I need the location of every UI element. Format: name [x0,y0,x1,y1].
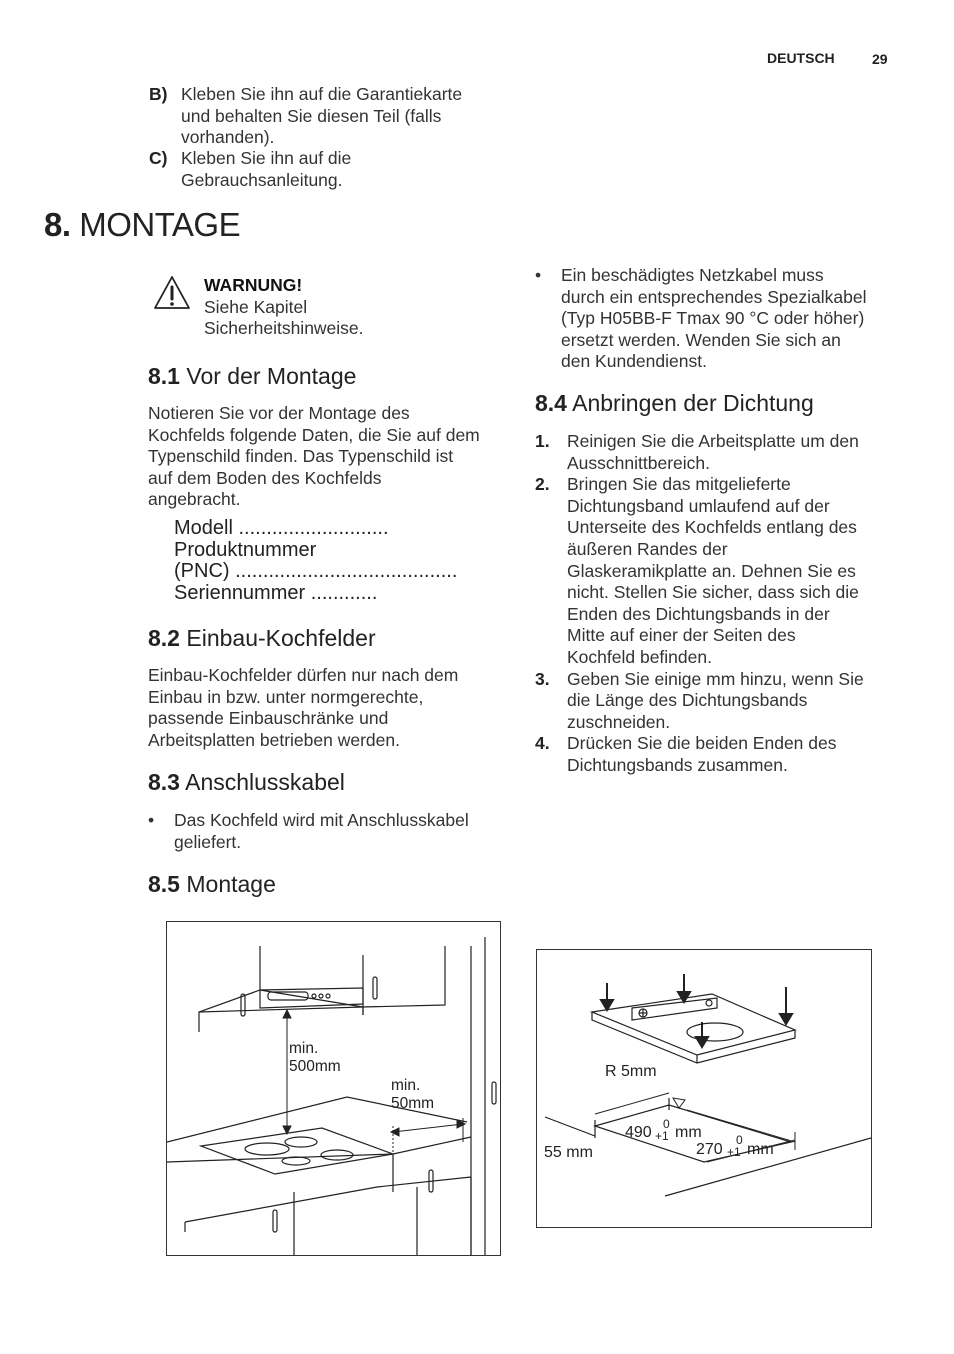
text-line: zuschneiden. [567,711,671,732]
label-width-unit: mm [675,1124,702,1141]
field-product-number: Produktnummer [174,538,317,561]
text-line: Bringen Sie das mitgelieferte [567,474,791,495]
text-line: Kleben Sie ihn auf die [181,148,352,168]
section-title: Einbau-Kochfelder [186,625,376,651]
text-line: Enden des Dichtungsbands in der [567,603,830,624]
step-number: 3. [535,668,550,689]
label-height-value: 270 [696,1141,723,1158]
list-item-text [181,84,462,149]
section-title: Anschlusskabel [185,769,345,795]
text-line: Sicherheitshinweise. [204,318,364,339]
text-line: Ein beschädigtes Netzkabel muss [561,265,824,285]
step-text [567,669,864,734]
label-radius: R 5mm [605,1063,657,1080]
label-width-tol-bottom: +1 [655,1129,669,1143]
kitchen-clearance-illustration [167,922,500,1255]
list-item [148,810,469,853]
section-number: 8.1 [148,363,180,389]
step-text [567,474,859,668]
text-line: Arbeitsplatten betrieben werden. [148,729,400,750]
section-heading-8-3 [148,769,345,796]
label-min-500-line2: 500mm [289,1058,341,1075]
list-item-text [561,265,866,373]
list-item [149,148,351,191]
text-line: und behalten Sie diesen Teil (falls [181,105,442,126]
step-number: 2. [535,474,550,495]
section-number: 8.2 [148,625,180,651]
label-height-unit: mm [747,1141,774,1158]
text-line: nicht. Stellen Sie sicher, dass sich die [567,582,859,603]
list-item-text [181,148,351,191]
label-height-tol-top: 0 [736,1133,743,1147]
section-heading-8-1 [148,363,356,390]
chapter-title [44,206,240,244]
text-line: Das Kochfeld wird mit Anschlusskabel [174,810,469,830]
step-number: 1. [535,431,550,451]
warning-block [204,275,364,340]
text-line: Dichtungsbands zusammen. [567,754,788,775]
list-marker: B) [149,84,168,104]
text-line: Geben Sie einige mm hinzu, wenn Sie [567,668,864,689]
text-line: angebracht. [148,489,241,510]
text-line: Glaskeramikplatte an. Dehnen Sie es [567,560,856,581]
cutout-dimension-illustration [537,950,871,1227]
text-line: Siehe Kapitel [204,296,308,317]
text-line: die Länge des Dichtungsbands [567,690,808,711]
text-line: Reinigen Sie die Arbeitsplatte um den [567,431,859,451]
warning-icon [152,274,192,312]
text-line: durch ein entsprechendes Spezialkabel [561,286,867,307]
section-heading-8-2 [148,625,376,652]
field-serial-number: Seriennummer ............ [174,581,378,604]
text-line: ersetzt werden. Wenden Sie sich an [561,329,841,350]
label-width-tol-top: 0 [663,1117,670,1131]
step-item [535,669,864,734]
text-line: den Kundendienst. [561,351,707,372]
section-8-2-text [148,665,458,751]
text-line: Einbau-Kochfelder dürfen nur nach dem [148,665,459,685]
text-line: Kochfelds folgende Daten, die Sie auf dem [148,424,480,445]
text-line: (Typ H05BB-F Tmax 90 °C oder höher) [561,308,865,329]
section-heading-8-4 [535,390,814,417]
text-line: Drücken Sie die beiden Enden des [567,733,837,754]
step-item [535,474,864,668]
text-line: vorhanden). [181,127,275,148]
text-line: Gebrauchsanleitung. [181,169,343,190]
section-number: 8.4 [535,390,567,416]
step-item [535,431,864,474]
header-language: DEUTSCH [767,50,835,66]
text-line: Typenschild finden. Das Typenschild ist [148,446,454,467]
section-title: Anbringen der Dichtung [572,390,814,416]
section-heading-8-5 [148,871,276,898]
step-number: 4. [535,733,550,754]
text-line: Kochfeld befinden. [567,646,712,667]
section-title: Montage [186,871,276,897]
text-line: Einbau in bzw. unter normgerechte, [148,686,424,707]
list-item [535,265,866,373]
text-line: passende Einbauschränke und [148,708,389,729]
step-text [567,431,859,474]
section-number: 8.5 [148,871,180,897]
figure-cutout-dimensions [536,949,872,1228]
text-line: Unterseite des Kochfelds entlang des [567,517,857,538]
text-line: äußeren Randes der [567,538,728,559]
list-marker: C) [149,148,168,168]
list-item-text [174,810,469,853]
step-item [535,733,864,776]
label-height-tol-bottom: +1 [727,1145,741,1159]
label-width-value: 490 [625,1124,652,1141]
section-8-1-text [148,403,480,511]
figure-installation-clearance [166,921,501,1256]
list-item [149,84,462,149]
text-line: Ausschnittbereich. [567,452,710,473]
label-depth-55: 55 mm [544,1144,593,1161]
bullet: • [148,810,155,830]
page-number: 29 [872,51,888,67]
warning-title: WARNUNG! [204,275,303,295]
section-title: Vor der Montage [186,363,357,389]
section-8-4-steps [535,431,864,777]
label-min-50-line2: 50mm [391,1095,435,1112]
text-line: Mitte auf einer der Seiten des [567,625,796,646]
field-pnc: (PNC) ........................................ [174,560,458,582]
text-line: Notieren Sie vor der Montage des [148,403,410,423]
section-number: 8.3 [148,769,180,795]
type-plate-fields [174,518,457,604]
bullet: • [535,265,542,285]
chapter-number: 8. [44,206,71,243]
text-line: Dichtungsband umlaufend auf der [567,495,830,516]
text-line: auf dem Boden des Kochfelds [148,467,382,488]
step-text [567,733,837,776]
label-min-500-line1: min. [289,1040,319,1057]
label-min-50-line1: min. [391,1077,421,1094]
field-model: Modell ........................... [174,517,389,539]
chapter-name: MONTAGE [79,206,241,243]
text-line: geliefert. [174,831,242,852]
text-line: Kleben Sie ihn auf die Garantiekarte [181,84,463,104]
